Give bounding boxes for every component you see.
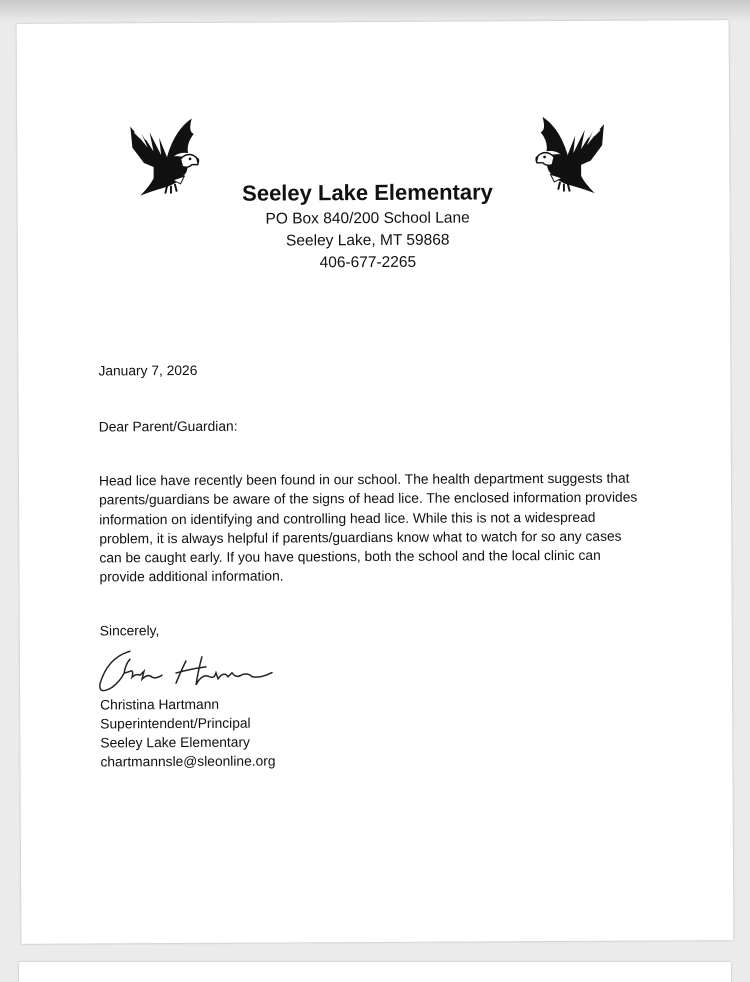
eagle-icon <box>111 109 208 206</box>
signature-block <box>100 695 275 772</box>
signer-name: Christina Hartmann <box>100 696 220 713</box>
handwritten-signature <box>90 642 290 699</box>
address-line-2: Seeley Lake, MT 59868 <box>285 231 450 250</box>
next-page-edge <box>19 962 731 982</box>
viewer-top-edge <box>0 0 750 22</box>
signer-title: Superintendent/Principal <box>100 715 251 732</box>
phone-number: 406-677-2265 <box>319 253 417 272</box>
letter-body: Head lice have recently been found in our school. The health department suggests that parents/guardians be aware of the signs of head lice. The enclosed information provides information on identifying and controlling head lice. While this is not a widespread problem, it is always helpful if parents/guardians know what to watch for so any cases can be caught early. If you have questions, both the school and the local clinic can provide additional information. <box>98 470 638 585</box>
signer-email: chartmannsle@sleonline.org <box>100 753 276 770</box>
letter-page <box>17 20 734 944</box>
letter-closing: Sincerely, <box>99 623 160 639</box>
letterhead <box>217 177 517 275</box>
signer-organization: Seeley Lake Elementary <box>100 734 250 751</box>
letter-greeting: Dear Parent/Guardian: <box>98 418 238 435</box>
school-name: Seeley Lake Elementary <box>242 179 493 206</box>
eagle-icon <box>527 107 624 204</box>
letter-date: January 7, 2026 <box>98 362 198 379</box>
address-line-1: PO Box 840/200 School Lane <box>265 209 470 228</box>
